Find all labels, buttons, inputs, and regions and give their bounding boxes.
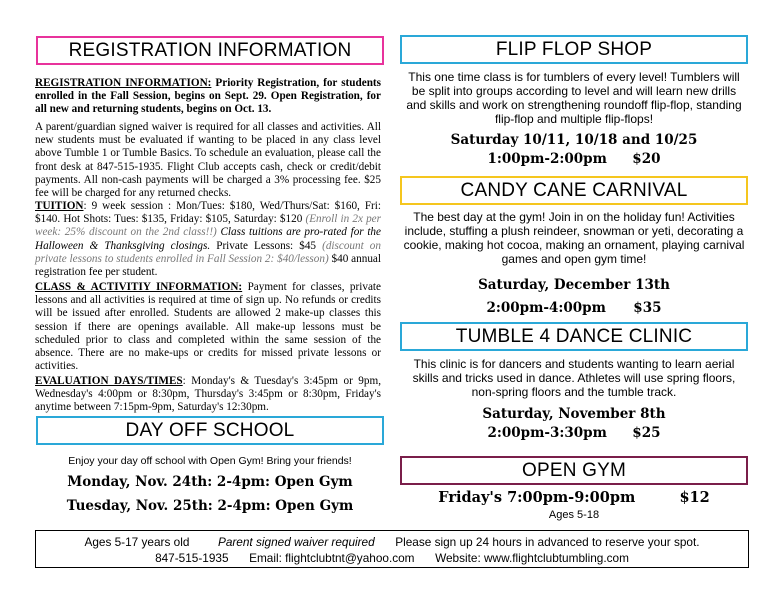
flipflop-dates: Saturday 10/11, 10/18 and 10/25 xyxy=(450,132,698,148)
registration-lead-label: REGISTRATION INFORMATION: xyxy=(35,77,212,89)
class-text: Payment for classes, private lessons and all activities is required at time of sign up. No refunds or credits will be issued after enrolled. Students are allowed 2 make-up classes this session if there are openings available. All make-up lessons must be scheduled prior to class and completed within the same session of the absence. There are no make-ups or credits for missed private lessons or activities. xyxy=(35,281,381,373)
opengym-header-text: OPEN GYM xyxy=(521,459,626,481)
eval-label: EVALUATION DAYS/TIMES xyxy=(35,375,183,387)
tumble-price: $25 xyxy=(632,425,661,441)
dayoff-line1: Monday, Nov. 24th: 2-4pm: Open Gym xyxy=(67,474,353,490)
eval-text: : Monday's & Tuesday's 3:45pm or 9pm, Wednesday's 4:00pm or 8:30pm, Thursday's 3:45pm or 8:30pm, Friday's anytime between 7:15pm-9pm, Saturday's 12:30pm. xyxy=(35,375,381,414)
candy-price: $35 xyxy=(633,300,662,316)
dayoff-header-text: DAY OFF SCHOOL xyxy=(125,419,295,441)
tuition-paragraph xyxy=(35,200,381,279)
registration-lead-text: Priority Registration, for students enrolled in the Fall Session, begins on Sept. 29. Open Registration, for all new and returning students, begins on Oct. 13. xyxy=(35,77,381,116)
dayoff-line2: Tuesday, Nov. 25th: 2-4pm: Open Gym xyxy=(66,498,354,514)
opengym-time-row xyxy=(400,489,748,506)
tuition-text2: Private Lessons: $45 xyxy=(210,239,323,252)
opengym-ages: Ages 5-18 xyxy=(548,509,600,521)
footer-line1 xyxy=(36,535,748,549)
flipflop-time: 1:00pm-2:00pm xyxy=(487,151,607,167)
opengym-header xyxy=(400,456,748,485)
tumble-time-row xyxy=(400,425,748,441)
tuition-italic2: Class tuitions are pro-rated for the Halloween & Thanksgiving closings. xyxy=(35,226,381,252)
footer-line2 xyxy=(36,551,748,565)
tumble-desc: This clinic is for dancers and students wanting to learn aerial skills and tricks used in dance. Athletes will use spring floors, non-spring floors and the tumble track. xyxy=(412,357,736,399)
dayoff-desc: Enjoy your day off school with Open Gym! Bring your friends! xyxy=(68,455,352,467)
opengym-price: $12 xyxy=(679,489,710,506)
opengym-time: Friday's 7:00pm-9:00pm xyxy=(438,489,636,506)
tumble-header xyxy=(400,322,748,351)
evaluation-paragraph xyxy=(35,375,381,415)
registration-header-text: REGISTRATION INFORMATION xyxy=(68,39,352,61)
tuition-label: TUITION xyxy=(35,200,84,212)
candy-header xyxy=(400,176,748,205)
registration-paragraph xyxy=(35,77,381,117)
footer-signup: Please sign up 24 hours in advanced to reserve your spot. xyxy=(395,535,700,549)
class-paragraph xyxy=(35,281,381,373)
flipflop-header xyxy=(400,35,748,64)
candy-desc: The best day at the gym! Join in on the holiday fun! Activities include, stuffing a plush reindeer, snowman or yeti, decorating a cookie, making hot cocoa, making an ornament, playing carnival games and open gym time! xyxy=(403,210,745,266)
dayoff-header xyxy=(36,416,384,445)
candy-date: Saturday, December 13th xyxy=(478,277,670,293)
tumble-time: 2:00pm-3:30pm xyxy=(487,425,607,441)
tuition-italic3: (discount on private lessons to students enrolled in Fall Session 2: $40/lesson) xyxy=(35,239,381,265)
candy-header-text: CANDY CANE CARNIVAL xyxy=(460,179,688,201)
waiver-text: A parent/guardian signed waiver is required for all classes and activities. All new students must be evaluated if wanting to be placed in any class level above Tumble 1 or Tumble Basics. To schedule an evaluation, please call the front desk at 847-515-1935. Flight Club accepts cash, check or credit/debit payments. All non-cash payments will be charged a 3% processing fee. $25 fee will be charged for any returned checks. xyxy=(35,121,381,200)
tumble-date: Saturday, November 8th xyxy=(482,406,666,422)
class-label: CLASS & ACTIVITIY INFORMATION: xyxy=(35,281,243,293)
flipflop-header-text: FLIP FLOP SHOP xyxy=(495,38,653,60)
footer-waiver: Parent signed waiver required xyxy=(217,535,375,549)
footer-email: Email: flightclubtnt@yahoo.com xyxy=(249,551,415,565)
footer-phone: 847-515-1935 xyxy=(155,551,229,565)
tuition-text3: $40 annual registration fee per student. xyxy=(35,252,381,279)
footer-website: Website: www.flightclubtumbling.com xyxy=(435,551,629,565)
tumble-header-text: TUMBLE 4 DANCE CLINIC xyxy=(455,325,693,347)
tuition-italic1: (Enroll in 2x per week: 25% discount on the 2nd class!!) xyxy=(35,213,381,239)
flipflop-price: $20 xyxy=(632,151,661,167)
flipflop-desc: This one time class is for tumblers of every level! Tumblers will be split into groups according to level and will learn new drills and skills and work on strengthening roundoff flip-flop, standing flip-flop and multiple flip-flops! xyxy=(406,70,742,126)
registration-header xyxy=(36,36,384,65)
footer-ages: Ages 5-17 years old xyxy=(84,535,190,549)
candy-time-row xyxy=(400,300,748,316)
candy-time: 2:00pm-4:00pm xyxy=(486,300,606,316)
tuition-text1: : 9 week session : Mon/Tues: $180, Wed/Thurs/Sat: $160, Fri: $140. Hot Shots: Tues: $135, Friday: $105, Saturday: $120 xyxy=(35,200,381,226)
waiver-paragraph xyxy=(35,121,381,200)
flipflop-time-row xyxy=(400,151,748,167)
